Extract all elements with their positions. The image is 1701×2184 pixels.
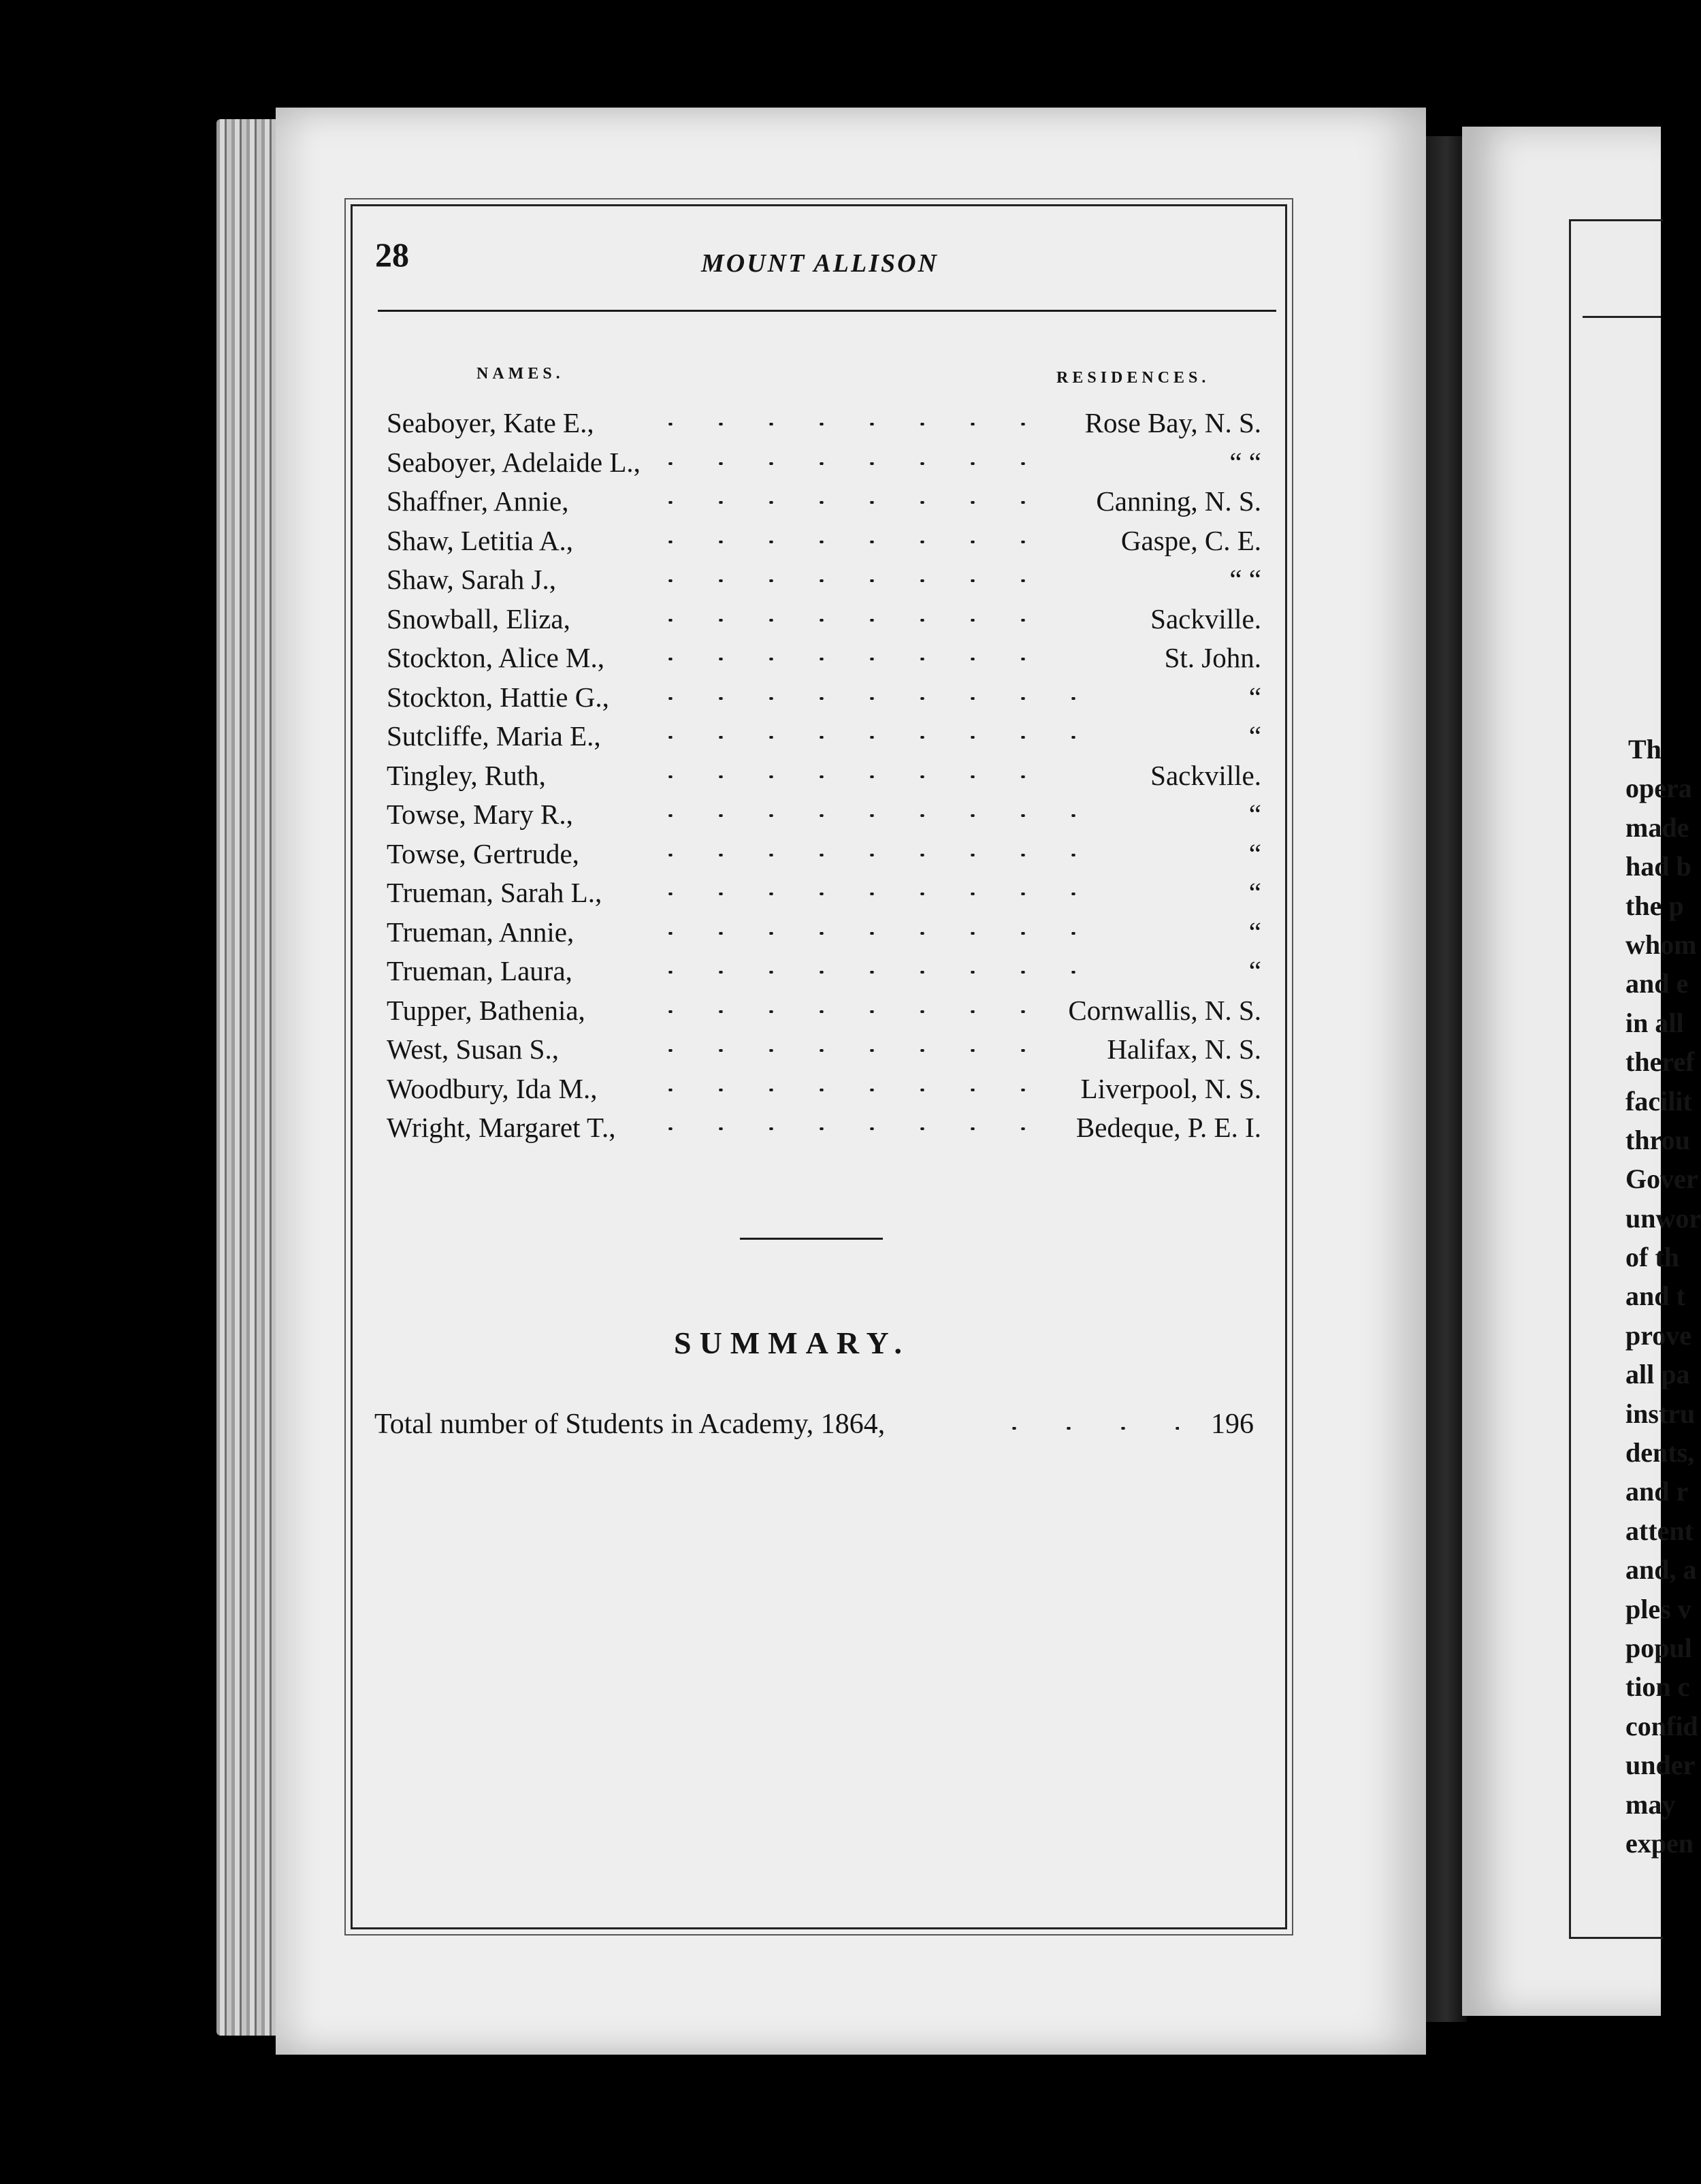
column-heading-residences: RESIDENCES. [1056, 369, 1210, 387]
facing-page-line: made [1625, 812, 1689, 843]
roster-row [387, 482, 1261, 521]
student-residence: “ [1248, 955, 1261, 986]
student-name: Towse, Mary R., [387, 799, 573, 830]
column-heading-names: NAMES. [476, 365, 564, 383]
summary-heading: SUMMARY. [674, 1326, 910, 1360]
roster-row [387, 1108, 1261, 1148]
dot-leader [645, 932, 1118, 935]
facing-page-line: of th [1625, 1242, 1679, 1273]
facing-page-line: in all [1625, 1007, 1684, 1038]
dot-leader [645, 1127, 1037, 1130]
facing-page-line: confid [1625, 1710, 1698, 1741]
facing-page-line: instru [1625, 1398, 1696, 1429]
roster-row [387, 1070, 1261, 1109]
summary-total-label: Total number of Students in Academy, 1864, [374, 1409, 886, 1440]
student-name: Trueman, Laura, [387, 955, 572, 986]
roster-row [387, 443, 1261, 483]
roster-row [387, 678, 1261, 718]
roster-row [387, 600, 1261, 639]
facing-page-line: unwor [1625, 1202, 1701, 1234]
dot-leader [645, 1089, 1057, 1091]
facing-page-line: tion c [1625, 1671, 1690, 1703]
facing-page-line: opera [1625, 773, 1692, 804]
book-gutter [1426, 136, 1467, 2022]
student-residence: “ “ [1229, 564, 1261, 595]
facing-page-line: the p [1625, 890, 1684, 921]
student-name: Tingley, Ruth, [387, 759, 546, 791]
facing-page-line: popul [1625, 1632, 1692, 1663]
student-residence: “ [1248, 799, 1261, 830]
page-number: 28 [375, 236, 409, 274]
roster-row [387, 913, 1261, 952]
facing-page-line: facilit [1625, 1085, 1692, 1117]
summary-total-value: 196 [1211, 1409, 1254, 1440]
student-residence: Bedeque, P. E. I. [1075, 1112, 1261, 1143]
section-divider [740, 1238, 883, 1240]
facing-page-line: Th [1628, 734, 1662, 765]
facing-page-line: had b [1625, 851, 1691, 882]
student-residence: “ [1248, 720, 1261, 752]
student-residence: St. John. [1164, 642, 1261, 673]
dot-leader [645, 541, 1057, 543]
facing-page-line: may [1625, 1788, 1676, 1820]
student-residence: “ [1248, 877, 1261, 908]
facing-page-header-rule [1583, 316, 1661, 318]
dot-leader [645, 854, 1118, 856]
roster-row [387, 835, 1261, 874]
dot-leader [645, 619, 1057, 622]
student-name: Towse, Gertrude, [387, 837, 579, 869]
facing-page-text [1625, 730, 1701, 1863]
dot-leader [645, 893, 1118, 895]
dot-leader [645, 462, 1057, 465]
student-name: Snowball, Eliza, [387, 603, 570, 635]
student-name: Seaboyer, Kate E., [387, 407, 594, 438]
dot-leader [645, 658, 1057, 660]
roster-row [387, 560, 1261, 600]
dot-leader [645, 501, 1057, 504]
student-name: Seaboyer, Adelaide L., [387, 446, 641, 478]
student-name: Trueman, Sarah L., [387, 877, 602, 908]
student-name: Tupper, Bathenia, [387, 994, 585, 1026]
student-residence: “ [1248, 916, 1261, 948]
roster-row [387, 521, 1261, 561]
facing-page-line: under [1625, 1750, 1696, 1781]
roster-row [387, 873, 1261, 913]
dot-leader [645, 697, 1118, 700]
student-name: Wright, Margaret T., [387, 1112, 616, 1143]
student-residence: Halifax, N. S. [1107, 1033, 1261, 1065]
roster-row [387, 404, 1261, 443]
student-residence: Sackville. [1150, 603, 1261, 635]
student-name: Stockton, Alice M., [387, 642, 605, 673]
roster-row [387, 795, 1261, 835]
facing-page-line: expen [1625, 1827, 1694, 1859]
facing-page-line: and, a [1625, 1554, 1697, 1586]
student-name: Shaw, Sarah J., [387, 564, 557, 595]
facing-page-line: ples v [1625, 1593, 1691, 1624]
dot-leader [645, 814, 1118, 817]
student-name: West, Susan S., [387, 1033, 559, 1065]
student-residence: Canning, N. S. [1096, 485, 1261, 517]
facing-page-line: throu [1625, 1124, 1690, 1155]
roster-row [387, 756, 1261, 796]
facing-page-line: and e [1625, 968, 1689, 999]
dot-leader [645, 579, 1057, 582]
dot-leader [645, 1049, 1057, 1052]
roster-row [387, 991, 1261, 1031]
roster-row [387, 952, 1261, 991]
roster-row [387, 1030, 1261, 1070]
facing-page-line: theref [1625, 1046, 1695, 1078]
student-residence: “ [1248, 837, 1261, 869]
facing-page-line: Gover [1625, 1163, 1698, 1195]
student-residence: Rose Bay, N. S. [1084, 407, 1261, 438]
student-residence: Gaspe, C. E. [1120, 524, 1261, 556]
student-roster [387, 404, 1261, 1148]
dot-leader [645, 736, 1118, 739]
student-residence: “ “ [1229, 446, 1261, 478]
dot-leader [645, 423, 1057, 425]
student-name: Trueman, Annie, [387, 916, 574, 948]
student-name: Shaffner, Annie, [387, 485, 569, 517]
dot-leader [987, 1427, 1179, 1430]
student-residence: Cornwallis, N. S. [1068, 994, 1261, 1026]
student-name: Shaw, Letitia A., [387, 524, 574, 556]
facing-page-line: prove [1625, 1319, 1692, 1351]
student-residence: “ [1248, 681, 1261, 713]
facing-page-line: attent [1625, 1515, 1694, 1546]
student-name: Stockton, Hattie G., [387, 681, 609, 713]
dot-leader [645, 971, 1118, 974]
facing-page-line: all pa [1625, 1359, 1690, 1390]
page-stack-edge [216, 119, 282, 2036]
dot-leader [645, 775, 1057, 778]
student-name: Sutcliffe, Maria E., [387, 720, 601, 752]
roster-row [387, 639, 1261, 678]
student-name: Woodbury, Ida M., [387, 1072, 598, 1104]
facing-page-line: dents, [1625, 1437, 1695, 1468]
facing-page-line: and t [1625, 1281, 1685, 1312]
facing-page-line: and r [1625, 1476, 1689, 1507]
student-residence: Sackville. [1150, 759, 1261, 791]
student-residence: Liverpool, N. S. [1080, 1072, 1261, 1104]
facing-page-line: whom [1625, 929, 1697, 960]
running-head: MOUNT ALLISON [701, 249, 939, 278]
dot-leader [645, 1010, 1037, 1013]
roster-row [387, 717, 1261, 756]
header-rule [378, 310, 1276, 312]
